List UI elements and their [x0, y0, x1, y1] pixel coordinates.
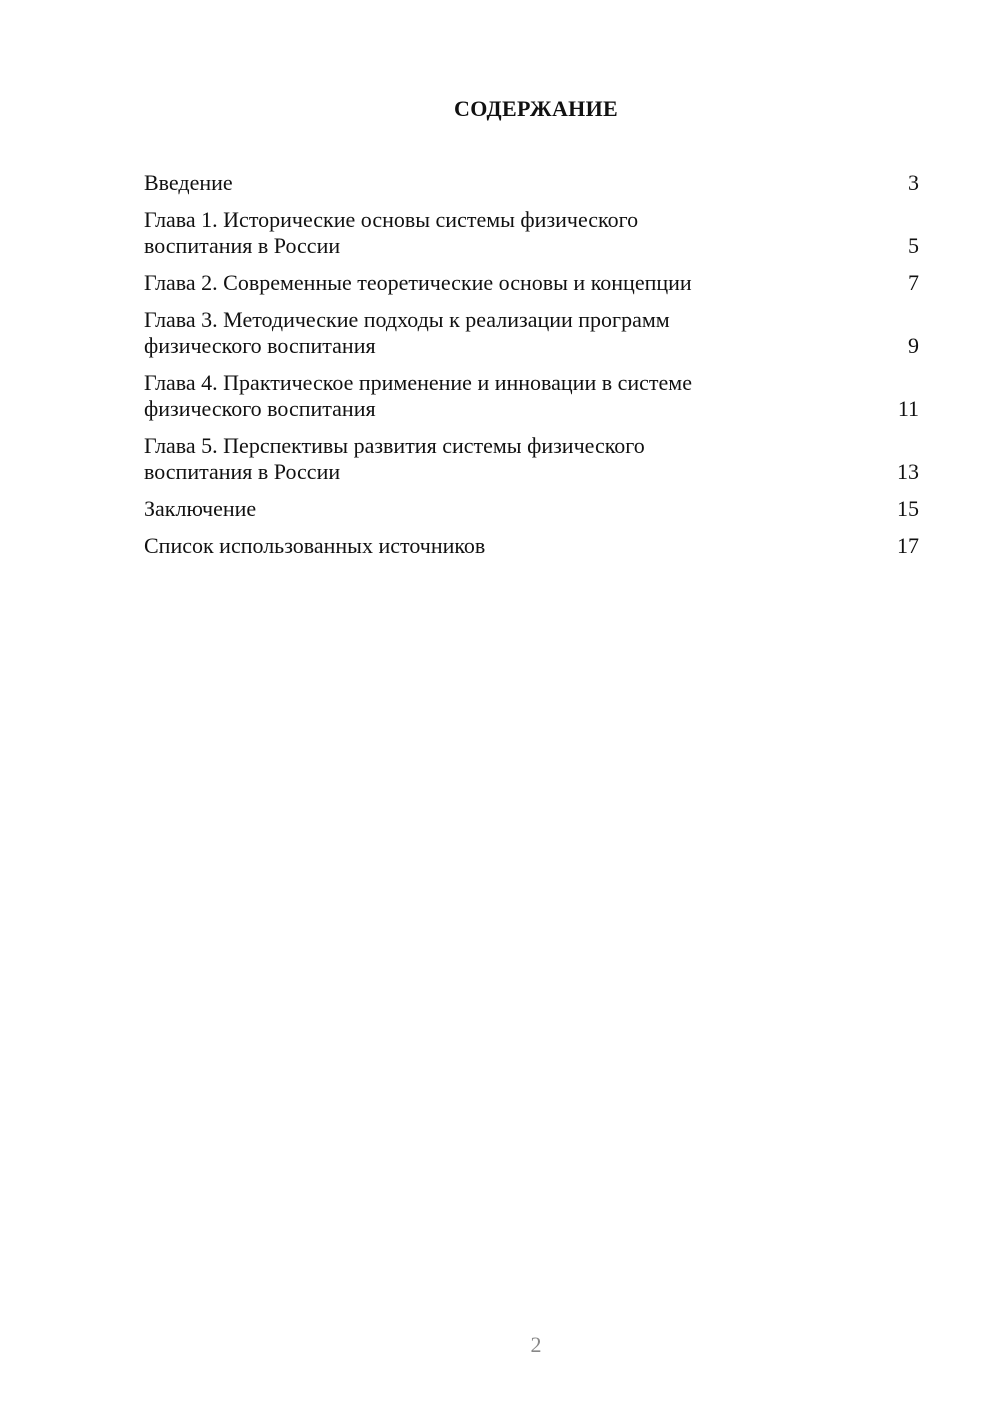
toc-entry-text — [144, 207, 784, 259]
toc-entry-references — [144, 533, 919, 559]
toc-entry-text — [144, 307, 784, 359]
toc-entry-page: 17 — [897, 533, 919, 558]
page-number: 2 — [530, 1332, 542, 1357]
toc-entry-text — [144, 370, 784, 422]
toc-entry-page: 3 — [908, 170, 919, 195]
toc-entry-page: 11 — [897, 396, 919, 421]
toc-entry-page: 7 — [908, 270, 919, 295]
toc-entry-line: Глава 4. Практическое применение и инновации в системе — [144, 370, 692, 395]
toc-entry-line: воспитания в России — [144, 233, 341, 258]
toc-entry-introduction — [144, 170, 919, 196]
toc-entry-line: Глава 5. Перспективы развития системы физического — [144, 433, 645, 458]
toc-entry-text — [144, 170, 784, 196]
toc-heading: СОДЕРЖАНИЕ — [454, 96, 618, 121]
toc-entry-conclusion — [144, 496, 919, 522]
toc-entry-chapter-2 — [144, 270, 919, 296]
toc-entry-line: Глава 2. Современные теоретические основы и концепции — [144, 270, 692, 295]
toc-entry-line: Список использованных источников — [144, 533, 486, 558]
toc-entry-text — [144, 270, 844, 296]
toc-entry-chapter-4 — [144, 370, 919, 422]
toc-entry-chapter-1 — [144, 207, 919, 259]
toc-entry-text — [144, 433, 784, 485]
table-of-contents — [144, 170, 919, 570]
toc-entry-page: 5 — [908, 233, 919, 258]
toc-entry-line: воспитания в России — [144, 459, 341, 484]
toc-entry-page: 13 — [897, 459, 919, 484]
toc-entry-line: Глава 3. Методические подходы к реализации программ — [144, 307, 670, 332]
toc-entry-page: 9 — [908, 333, 919, 358]
toc-entry-page: 15 — [897, 496, 919, 521]
toc-entry-line: Введение — [144, 170, 233, 195]
toc-entry-line: Заключение — [144, 496, 257, 521]
toc-entry-chapter-5 — [144, 433, 919, 485]
toc-entry-text — [144, 533, 784, 559]
toc-entry-line: физического воспитания — [144, 396, 376, 421]
toc-entry-line: физического воспитания — [144, 333, 376, 358]
toc-entry-text — [144, 496, 784, 522]
toc-entry-chapter-3 — [144, 307, 919, 359]
toc-entry-line: Глава 1. Исторические основы системы физического — [144, 207, 639, 232]
